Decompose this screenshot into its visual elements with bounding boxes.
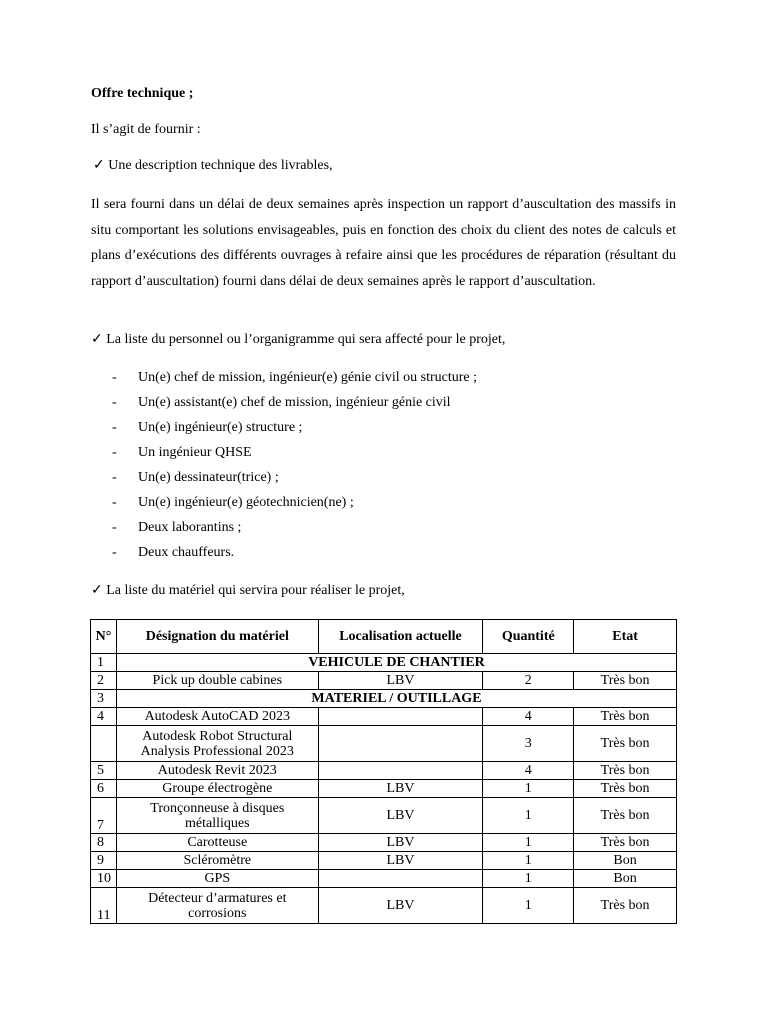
personnel-text: Un ingénieur QHSE <box>138 445 252 460</box>
localisation-cell: LBV <box>318 852 483 870</box>
designation-cell: Groupe électrogène <box>116 780 318 798</box>
table-header-row <box>91 620 677 654</box>
localisation-cell: LBV <box>318 780 483 798</box>
etat-cell: Bon <box>574 852 677 870</box>
personnel-text: Deux chauffeurs. <box>138 545 235 560</box>
check-icon: ✓ <box>93 158 105 173</box>
etat-cell: Très bon <box>574 888 677 924</box>
quantite-cell: 2 <box>483 672 574 690</box>
header-etat: Etat <box>574 620 677 654</box>
row-number: 6 <box>91 780 117 798</box>
section-label: MATERIEL / OUTILLAGE <box>116 690 676 708</box>
etat-cell: Très bon <box>574 798 677 834</box>
localisation-cell <box>318 762 483 780</box>
personnel-text: Un(e) chef de mission, ingénieur(e) génie civil ou structure ; <box>138 370 477 385</box>
checklist-text: La liste du personnel ou l’organigramme qui sera affecté pour le projet, <box>106 332 506 347</box>
checklist-item-materiel <box>91 583 676 600</box>
header-designation: Désignation du matériel <box>116 620 318 654</box>
header-quantite: Quantité <box>483 620 574 654</box>
quantite-cell: 4 <box>483 708 574 726</box>
quantite-cell: 1 <box>483 870 574 888</box>
dash-bullet: - <box>112 370 117 385</box>
quantite-cell: 1 <box>483 888 574 924</box>
section-title: Offre technique ; <box>91 86 194 101</box>
designation-cell: Autodesk AutoCAD 2023 <box>116 708 318 726</box>
table-row <box>91 834 677 852</box>
row-number: 9 <box>91 852 117 870</box>
table-section-row <box>91 654 677 672</box>
checklist-item-livrables <box>93 158 678 175</box>
dash-bullet: - <box>112 495 117 510</box>
row-number: 11 <box>91 888 117 924</box>
table-row <box>91 852 677 870</box>
etat-cell: Très bon <box>574 708 677 726</box>
localisation-cell: LBV <box>318 834 483 852</box>
table-row <box>91 726 677 762</box>
quantite-cell: 1 <box>483 780 574 798</box>
designation-cell: Autodesk Revit 2023 <box>116 762 318 780</box>
row-number: 2 <box>91 672 117 690</box>
table-section-row <box>91 690 677 708</box>
quantite-cell: 4 <box>483 762 574 780</box>
personnel-text: Un(e) ingénieur(e) géotechnicien(ne) ; <box>138 495 354 510</box>
row-number: 10 <box>91 870 117 888</box>
row-number: 5 <box>91 762 117 780</box>
check-icon: ✓ <box>91 583 103 598</box>
localisation-cell: LBV <box>318 672 483 690</box>
row-number: 7 <box>91 798 117 834</box>
list-item <box>112 370 477 395</box>
personnel-text: Deux laborantins ; <box>138 520 242 535</box>
designation-cell: Autodesk Robot Structural Analysis Professional 2023 <box>116 726 318 762</box>
section-label: VEHICULE DE CHANTIER <box>116 654 676 672</box>
dash-bullet: - <box>112 445 117 460</box>
checklist-item-personnel <box>91 332 676 349</box>
quantite-cell: 1 <box>483 798 574 834</box>
localisation-cell <box>318 708 483 726</box>
list-item <box>112 520 477 545</box>
dash-bullet: - <box>112 420 117 435</box>
designation-cell: Scléromètre <box>116 852 318 870</box>
table-row <box>91 888 677 924</box>
etat-cell: Très bon <box>574 672 677 690</box>
row-number <box>91 726 117 762</box>
list-item <box>112 495 477 520</box>
checklist-text: La liste du matériel qui servira pour réaliser le projet, <box>106 583 405 598</box>
row-number: 3 <box>91 690 117 708</box>
table-row <box>91 708 677 726</box>
etat-cell: Bon <box>574 870 677 888</box>
table-row <box>91 762 677 780</box>
designation-cell: Tronçonneuse à disques métalliques <box>116 798 318 834</box>
designation-cell: Pick up double cabines <box>116 672 318 690</box>
designation-cell: Détecteur d’armatures et corrosions <box>116 888 318 924</box>
list-item <box>112 470 477 495</box>
equipment-table <box>90 619 677 924</box>
header-no: N° <box>91 620 117 654</box>
checklist-text: Une description technique des livrables, <box>108 158 333 173</box>
personnel-list <box>112 370 477 570</box>
localisation-cell <box>318 726 483 762</box>
designation-cell: GPS <box>116 870 318 888</box>
quantite-cell: 1 <box>483 834 574 852</box>
localisation-cell: LBV <box>318 888 483 924</box>
dash-bullet: - <box>112 520 117 535</box>
etat-cell: Très bon <box>574 762 677 780</box>
row-number: 8 <box>91 834 117 852</box>
etat-cell: Très bon <box>574 726 677 762</box>
quantite-cell: 3 <box>483 726 574 762</box>
dash-bullet: - <box>112 470 117 485</box>
list-item <box>112 445 477 470</box>
row-number: 1 <box>91 654 117 672</box>
personnel-text: Un(e) dessinateur(trice) ; <box>138 470 279 485</box>
table-row <box>91 870 677 888</box>
description-paragraph: Il sera fourni dans un délai de deux semaines après inspection un rapport d’auscultation des massifs in situ comportant les solutions envisageables, puis en fonction des choix du client des notes de calculs et plans d’exécutions des différents ouvrages à refaire ainsi que les procédures de réparation (résultant du rapport d’auscultation) fourni dans délai de deux semaines après le rapport d’auscultation. <box>91 197 676 289</box>
dash-bullet: - <box>112 545 117 560</box>
quantite-cell: 1 <box>483 852 574 870</box>
table-row <box>91 780 677 798</box>
etat-cell: Très bon <box>574 834 677 852</box>
header-localisation: Localisation actuelle <box>318 620 483 654</box>
row-number: 4 <box>91 708 117 726</box>
intro-text: Il s’agit de fournir : <box>91 122 201 137</box>
etat-cell: Très bon <box>574 780 677 798</box>
localisation-cell: LBV <box>318 798 483 834</box>
table-row <box>91 798 677 834</box>
designation-cell: Carotteuse <box>116 834 318 852</box>
personnel-text: Un(e) assistant(e) chef de mission, ingénieur génie civil <box>138 395 451 410</box>
localisation-cell <box>318 870 483 888</box>
list-item <box>112 545 477 570</box>
table-row <box>91 672 677 690</box>
check-icon: ✓ <box>91 332 103 347</box>
dash-bullet: - <box>112 395 117 410</box>
list-item <box>112 420 477 445</box>
personnel-text: Un(e) ingénieur(e) structure ; <box>138 420 303 435</box>
list-item <box>112 395 477 420</box>
